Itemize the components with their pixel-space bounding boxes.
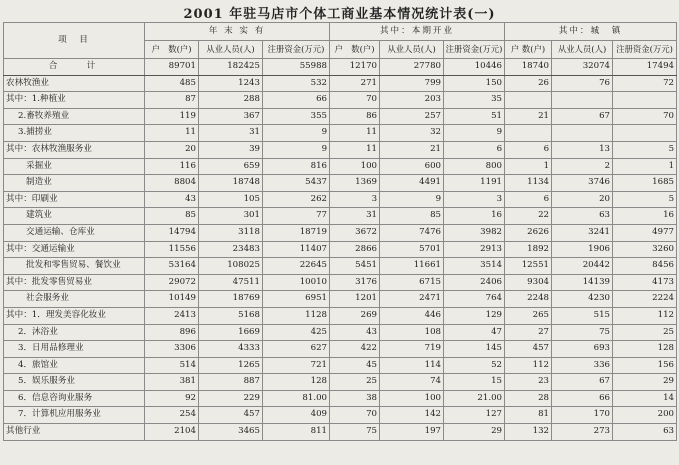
table-cell: 18748 — [199, 175, 263, 192]
table-row — [4, 357, 677, 374]
table-cell: 896 — [145, 324, 199, 341]
table-cell: 77 — [263, 208, 330, 225]
table-cell: 11 — [145, 125, 199, 142]
row-label: 5．娱乐服务业 — [4, 374, 145, 391]
table-cell: 26 — [505, 75, 552, 92]
table-cell: 18769 — [199, 291, 263, 308]
subcolumn-header: 户 数(户) — [505, 41, 552, 59]
table-cell: 6 — [444, 141, 505, 158]
table-cell: 70 — [613, 108, 677, 125]
table-cell: 100 — [330, 158, 380, 175]
table-cell: 799 — [380, 75, 444, 92]
table-cell: 355 — [263, 108, 330, 125]
table-cell: 108025 — [199, 258, 263, 275]
row-label: 2．沐浴业 — [4, 324, 145, 341]
table-cell: 811 — [263, 424, 330, 441]
table-cell: 16 — [613, 208, 677, 225]
table-cell: 3118 — [199, 224, 263, 241]
table-cell: 21.00 — [444, 390, 505, 407]
table-cell: 721 — [263, 357, 330, 374]
table-cell: 32074 — [552, 59, 613, 76]
table-cell: 203 — [380, 92, 444, 109]
table-cell: 3514 — [444, 258, 505, 275]
subcolumn-header: 注册资金(万元) — [263, 41, 330, 59]
table-cell: 25 — [330, 374, 380, 391]
table-cell: 47 — [444, 324, 505, 341]
table-cell: 5168 — [199, 307, 263, 324]
table-cell: 29 — [613, 374, 677, 391]
group-header-year-end: 年 末 实 有 — [145, 23, 330, 41]
table-cell: 25 — [613, 324, 677, 341]
row-label: 采掘业 — [4, 158, 145, 175]
table-cell: 6 — [505, 191, 552, 208]
table-cell: 9 — [444, 125, 505, 142]
row-label: 其中：交通运输业 — [4, 241, 145, 258]
table-row — [4, 224, 677, 241]
table-cell: 128 — [613, 341, 677, 358]
table-cell: 627 — [263, 341, 330, 358]
table-cell: 5451 — [330, 258, 380, 275]
row-label: 建筑业 — [4, 208, 145, 225]
table-cell: 273 — [552, 424, 613, 441]
row-label: 6．信息咨询业服务 — [4, 390, 145, 407]
table-cell: 70 — [330, 92, 380, 109]
table-cell: 86 — [330, 108, 380, 125]
table-cell: 13 — [552, 141, 613, 158]
table-cell: 39 — [199, 141, 263, 158]
table-cell: 105 — [199, 191, 263, 208]
table-cell: 72 — [613, 75, 677, 92]
table-cell: 18740 — [505, 59, 552, 76]
table-cell: 2626 — [505, 224, 552, 241]
table-cell: 514 — [145, 357, 199, 374]
table-cell: 35 — [444, 92, 505, 109]
table-cell: 150 — [444, 75, 505, 92]
table-cell: 129 — [444, 307, 505, 324]
table-cell: 8804 — [145, 175, 199, 192]
row-label: 其中：1．理发美容化妆业 — [4, 307, 145, 324]
table-cell: 9 — [263, 141, 330, 158]
table-cell: 229 — [199, 390, 263, 407]
table-cell: 14139 — [552, 274, 613, 291]
table-cell: 31 — [199, 125, 263, 142]
subcolumn-header: 从业人员(人) — [380, 41, 444, 59]
table-row — [4, 158, 677, 175]
table-cell: 3 — [330, 191, 380, 208]
table-cell: 20442 — [552, 258, 613, 275]
table-cell: 4333 — [199, 341, 263, 358]
table-cell: 89701 — [145, 59, 199, 76]
table-cell: 9 — [263, 125, 330, 142]
table-cell: 4173 — [613, 274, 677, 291]
table-cell: 74 — [380, 374, 444, 391]
table-cell: 2413 — [145, 307, 199, 324]
row-label: 其中：批发零售贸易业 — [4, 274, 145, 291]
table-cell: 27 — [505, 324, 552, 341]
table-cell: 27780 — [380, 59, 444, 76]
table-cell: 20 — [145, 141, 199, 158]
table-cell: 265 — [505, 307, 552, 324]
table-cell: 457 — [199, 407, 263, 424]
table-cell: 76 — [552, 75, 613, 92]
row-label: 4．旅馆业 — [4, 357, 145, 374]
table-cell — [613, 92, 677, 109]
table-cell: 4977 — [613, 224, 677, 241]
table-cell: 3465 — [199, 424, 263, 441]
table-cell: 3746 — [552, 175, 613, 192]
row-label: 农林牧渔业 — [4, 75, 145, 92]
table-cell: 63 — [552, 208, 613, 225]
table-cell: 20 — [552, 191, 613, 208]
table-cell: 3241 — [552, 224, 613, 241]
table-cell: 145 — [444, 341, 505, 358]
row-label: 2.畜牧养殖业 — [4, 108, 145, 125]
table-cell: 75 — [330, 424, 380, 441]
table-cell: 5437 — [263, 175, 330, 192]
table-cell: 29 — [444, 424, 505, 441]
table-cell: 17494 — [613, 59, 677, 76]
table-cell: 3672 — [330, 224, 380, 241]
table-cell: 515 — [552, 307, 613, 324]
table-cell: 7476 — [380, 224, 444, 241]
table-cell: 119 — [145, 108, 199, 125]
table-row — [4, 258, 677, 275]
table-row — [4, 75, 677, 92]
row-label: 其他行业 — [4, 424, 145, 441]
table-cell: 67 — [552, 108, 613, 125]
table-cell: 425 — [263, 324, 330, 341]
table-cell: 4230 — [552, 291, 613, 308]
table-cell: 1243 — [199, 75, 263, 92]
row-label: 批发和零售贸易、餐饮业 — [4, 258, 145, 275]
row-label: 3．日用品修理业 — [4, 341, 145, 358]
table-cell: 10446 — [444, 59, 505, 76]
table-cell: 800 — [444, 158, 505, 175]
table-cell: 112 — [613, 307, 677, 324]
table-row — [4, 92, 677, 109]
table-cell: 116 — [145, 158, 199, 175]
subcolumn-header: 户 数(户) — [330, 41, 380, 59]
table-row — [4, 341, 677, 358]
row-label: 合 计 — [4, 59, 145, 76]
table-cell: 1 — [505, 158, 552, 175]
table-cell: 66 — [263, 92, 330, 109]
table-cell — [505, 92, 552, 109]
table-row — [4, 175, 677, 192]
subcolumn-header: 从业人员(人) — [199, 41, 263, 59]
table-cell: 816 — [263, 158, 330, 175]
table-cell: 1669 — [199, 324, 263, 341]
table-cell: 1191 — [444, 175, 505, 192]
table-cell: 45 — [330, 357, 380, 374]
table-cell: 15 — [444, 374, 505, 391]
table-cell: 887 — [199, 374, 263, 391]
table-title: 2001 年驻马店市个体工商业基本情况统计表(一) — [183, 7, 496, 22]
table-row — [4, 191, 677, 208]
row-label: 其中：1.种植业 — [4, 92, 145, 109]
table-row — [4, 307, 677, 324]
table-cell: 28 — [505, 390, 552, 407]
group-header-new-opened: 其中：本期开业 — [330, 23, 505, 41]
table-cell: 128 — [263, 374, 330, 391]
table-cell: 11556 — [145, 241, 199, 258]
table-cell: 16 — [444, 208, 505, 225]
table-cell: 532 — [263, 75, 330, 92]
table-cell: 18719 — [263, 224, 330, 241]
table-cell: 22 — [505, 208, 552, 225]
table-row — [4, 374, 677, 391]
table-cell: 43 — [145, 191, 199, 208]
table-row — [4, 407, 677, 424]
table-cell: 200 — [613, 407, 677, 424]
table-cell: 38 — [330, 390, 380, 407]
table-cell: 3260 — [613, 241, 677, 258]
table-row — [4, 324, 677, 341]
table-cell: 3176 — [330, 274, 380, 291]
table-cell: 2406 — [444, 274, 505, 291]
table-cell: 2 — [552, 158, 613, 175]
table-cell: 9 — [380, 191, 444, 208]
subcolumn-header: 注册资金(万元) — [613, 41, 677, 59]
table-cell: 288 — [199, 92, 263, 109]
table-cell: 32 — [380, 125, 444, 142]
table-cell: 269 — [330, 307, 380, 324]
table-cell: 3 — [444, 191, 505, 208]
table-cell: 262 — [263, 191, 330, 208]
table-cell: 257 — [380, 108, 444, 125]
table-cell: 12551 — [505, 258, 552, 275]
table-cell: 31 — [330, 208, 380, 225]
table-cell: 43 — [330, 324, 380, 341]
table-cell: 719 — [380, 341, 444, 358]
table-cell: 764 — [444, 291, 505, 308]
row-label: 7．计算机应用服务业 — [4, 407, 145, 424]
table-cell: 21 — [505, 108, 552, 125]
table-cell: 108 — [380, 324, 444, 341]
table-cell: 92 — [145, 390, 199, 407]
subcolumn-header: 户 数(户) — [145, 41, 199, 59]
row-label: 3.捕捞业 — [4, 125, 145, 142]
table-cell: 11407 — [263, 241, 330, 258]
table-cell: 1201 — [330, 291, 380, 308]
table-cell: 4491 — [380, 175, 444, 192]
table-cell: 87 — [145, 92, 199, 109]
table-cell: 2104 — [145, 424, 199, 441]
subcolumn-header: 注册资金(万元) — [444, 41, 505, 59]
table-cell: 3982 — [444, 224, 505, 241]
table-cell: 197 — [380, 424, 444, 441]
table-cell: 75 — [552, 324, 613, 341]
table-cell: 1685 — [613, 175, 677, 192]
table-cell: 55988 — [263, 59, 330, 76]
table-cell: 11 — [330, 141, 380, 158]
table-cell: 2248 — [505, 291, 552, 308]
group-header-urban: 其中：城 镇 — [505, 23, 677, 41]
table-cell: 409 — [263, 407, 330, 424]
table-cell: 1906 — [552, 241, 613, 258]
table-cell: 23 — [505, 374, 552, 391]
table-cell: 11661 — [380, 258, 444, 275]
table-cell: 142 — [380, 407, 444, 424]
row-label: 交通运输、仓库业 — [4, 224, 145, 241]
table-cell: 6 — [505, 141, 552, 158]
table-row — [4, 390, 677, 407]
subcolumn-header: 从业人员(人) — [552, 41, 613, 59]
table-cell: 66 — [552, 390, 613, 407]
row-label: 社会服务业 — [4, 291, 145, 308]
table-cell: 381 — [145, 374, 199, 391]
table-cell: 114 — [380, 357, 444, 374]
table-cell: 10149 — [145, 291, 199, 308]
table-cell: 446 — [380, 307, 444, 324]
table-cell: 12170 — [330, 59, 380, 76]
table-cell: 81 — [505, 407, 552, 424]
table-cell: 5701 — [380, 241, 444, 258]
table-cell: 127 — [444, 407, 505, 424]
table-cell: 6715 — [380, 274, 444, 291]
table-row — [4, 59, 677, 76]
table-cell: 29072 — [145, 274, 199, 291]
table-header — [4, 23, 677, 59]
table-cell: 2224 — [613, 291, 677, 308]
table-row — [4, 141, 677, 158]
table-cell: 1892 — [505, 241, 552, 258]
table-cell: 457 — [505, 341, 552, 358]
table-row — [4, 424, 677, 441]
table-cell: 14794 — [145, 224, 199, 241]
table-cell: 422 — [330, 341, 380, 358]
table-cell — [505, 125, 552, 142]
table-cell: 3306 — [145, 341, 199, 358]
table-cell: 254 — [145, 407, 199, 424]
table-cell: 67 — [552, 374, 613, 391]
table-cell: 22645 — [263, 258, 330, 275]
item-header: 项 目 — [4, 23, 145, 59]
row-label: 其中：农林牧渔服务业 — [4, 141, 145, 158]
table-row — [4, 241, 677, 258]
row-label: 制造业 — [4, 175, 145, 192]
table-cell — [613, 125, 677, 142]
table-cell: 170 — [552, 407, 613, 424]
table-cell: 47511 — [199, 274, 263, 291]
table-cell: 23483 — [199, 241, 263, 258]
table-cell: 1265 — [199, 357, 263, 374]
table-cell: 156 — [613, 357, 677, 374]
table-cell: 1 — [613, 158, 677, 175]
table-cell: 1128 — [263, 307, 330, 324]
table-cell: 2471 — [380, 291, 444, 308]
table-cell: 63 — [613, 424, 677, 441]
table-row — [4, 291, 677, 308]
table-cell: 271 — [330, 75, 380, 92]
table-cell: 10010 — [263, 274, 330, 291]
table-cell: 11 — [330, 125, 380, 142]
table-cell: 53164 — [145, 258, 199, 275]
table-cell: 659 — [199, 158, 263, 175]
table-cell: 367 — [199, 108, 263, 125]
table-cell: 9304 — [505, 274, 552, 291]
table-cell: 336 — [552, 357, 613, 374]
table-cell — [552, 92, 613, 109]
table-cell: 600 — [380, 158, 444, 175]
table-cell: 301 — [199, 208, 263, 225]
table-cell: 2913 — [444, 241, 505, 258]
table-row — [4, 274, 677, 291]
table-cell: 1369 — [330, 175, 380, 192]
table-row — [4, 108, 677, 125]
table-row — [4, 125, 677, 142]
table-body — [4, 59, 677, 441]
table-cell: 693 — [552, 341, 613, 358]
table-cell: 2866 — [330, 241, 380, 258]
row-label: 其中：印刷业 — [4, 191, 145, 208]
table-cell: 5 — [613, 191, 677, 208]
table-cell: 112 — [505, 357, 552, 374]
table-cell: 182425 — [199, 59, 263, 76]
table-cell: 1134 — [505, 175, 552, 192]
table-cell: 85 — [380, 208, 444, 225]
table-cell — [552, 125, 613, 142]
table-cell: 5 — [613, 141, 677, 158]
table-cell: 81.00 — [263, 390, 330, 407]
table-cell: 14 — [613, 390, 677, 407]
table-cell: 8456 — [613, 258, 677, 275]
statistics-table — [3, 22, 677, 441]
table-cell: 85 — [145, 208, 199, 225]
table-cell: 6951 — [263, 291, 330, 308]
table-cell: 100 — [380, 390, 444, 407]
table-cell: 52 — [444, 357, 505, 374]
table-cell: 21 — [380, 141, 444, 158]
table-cell: 132 — [505, 424, 552, 441]
table-cell: 70 — [330, 407, 380, 424]
table-cell: 485 — [145, 75, 199, 92]
table-row — [4, 208, 677, 225]
table-cell: 51 — [444, 108, 505, 125]
